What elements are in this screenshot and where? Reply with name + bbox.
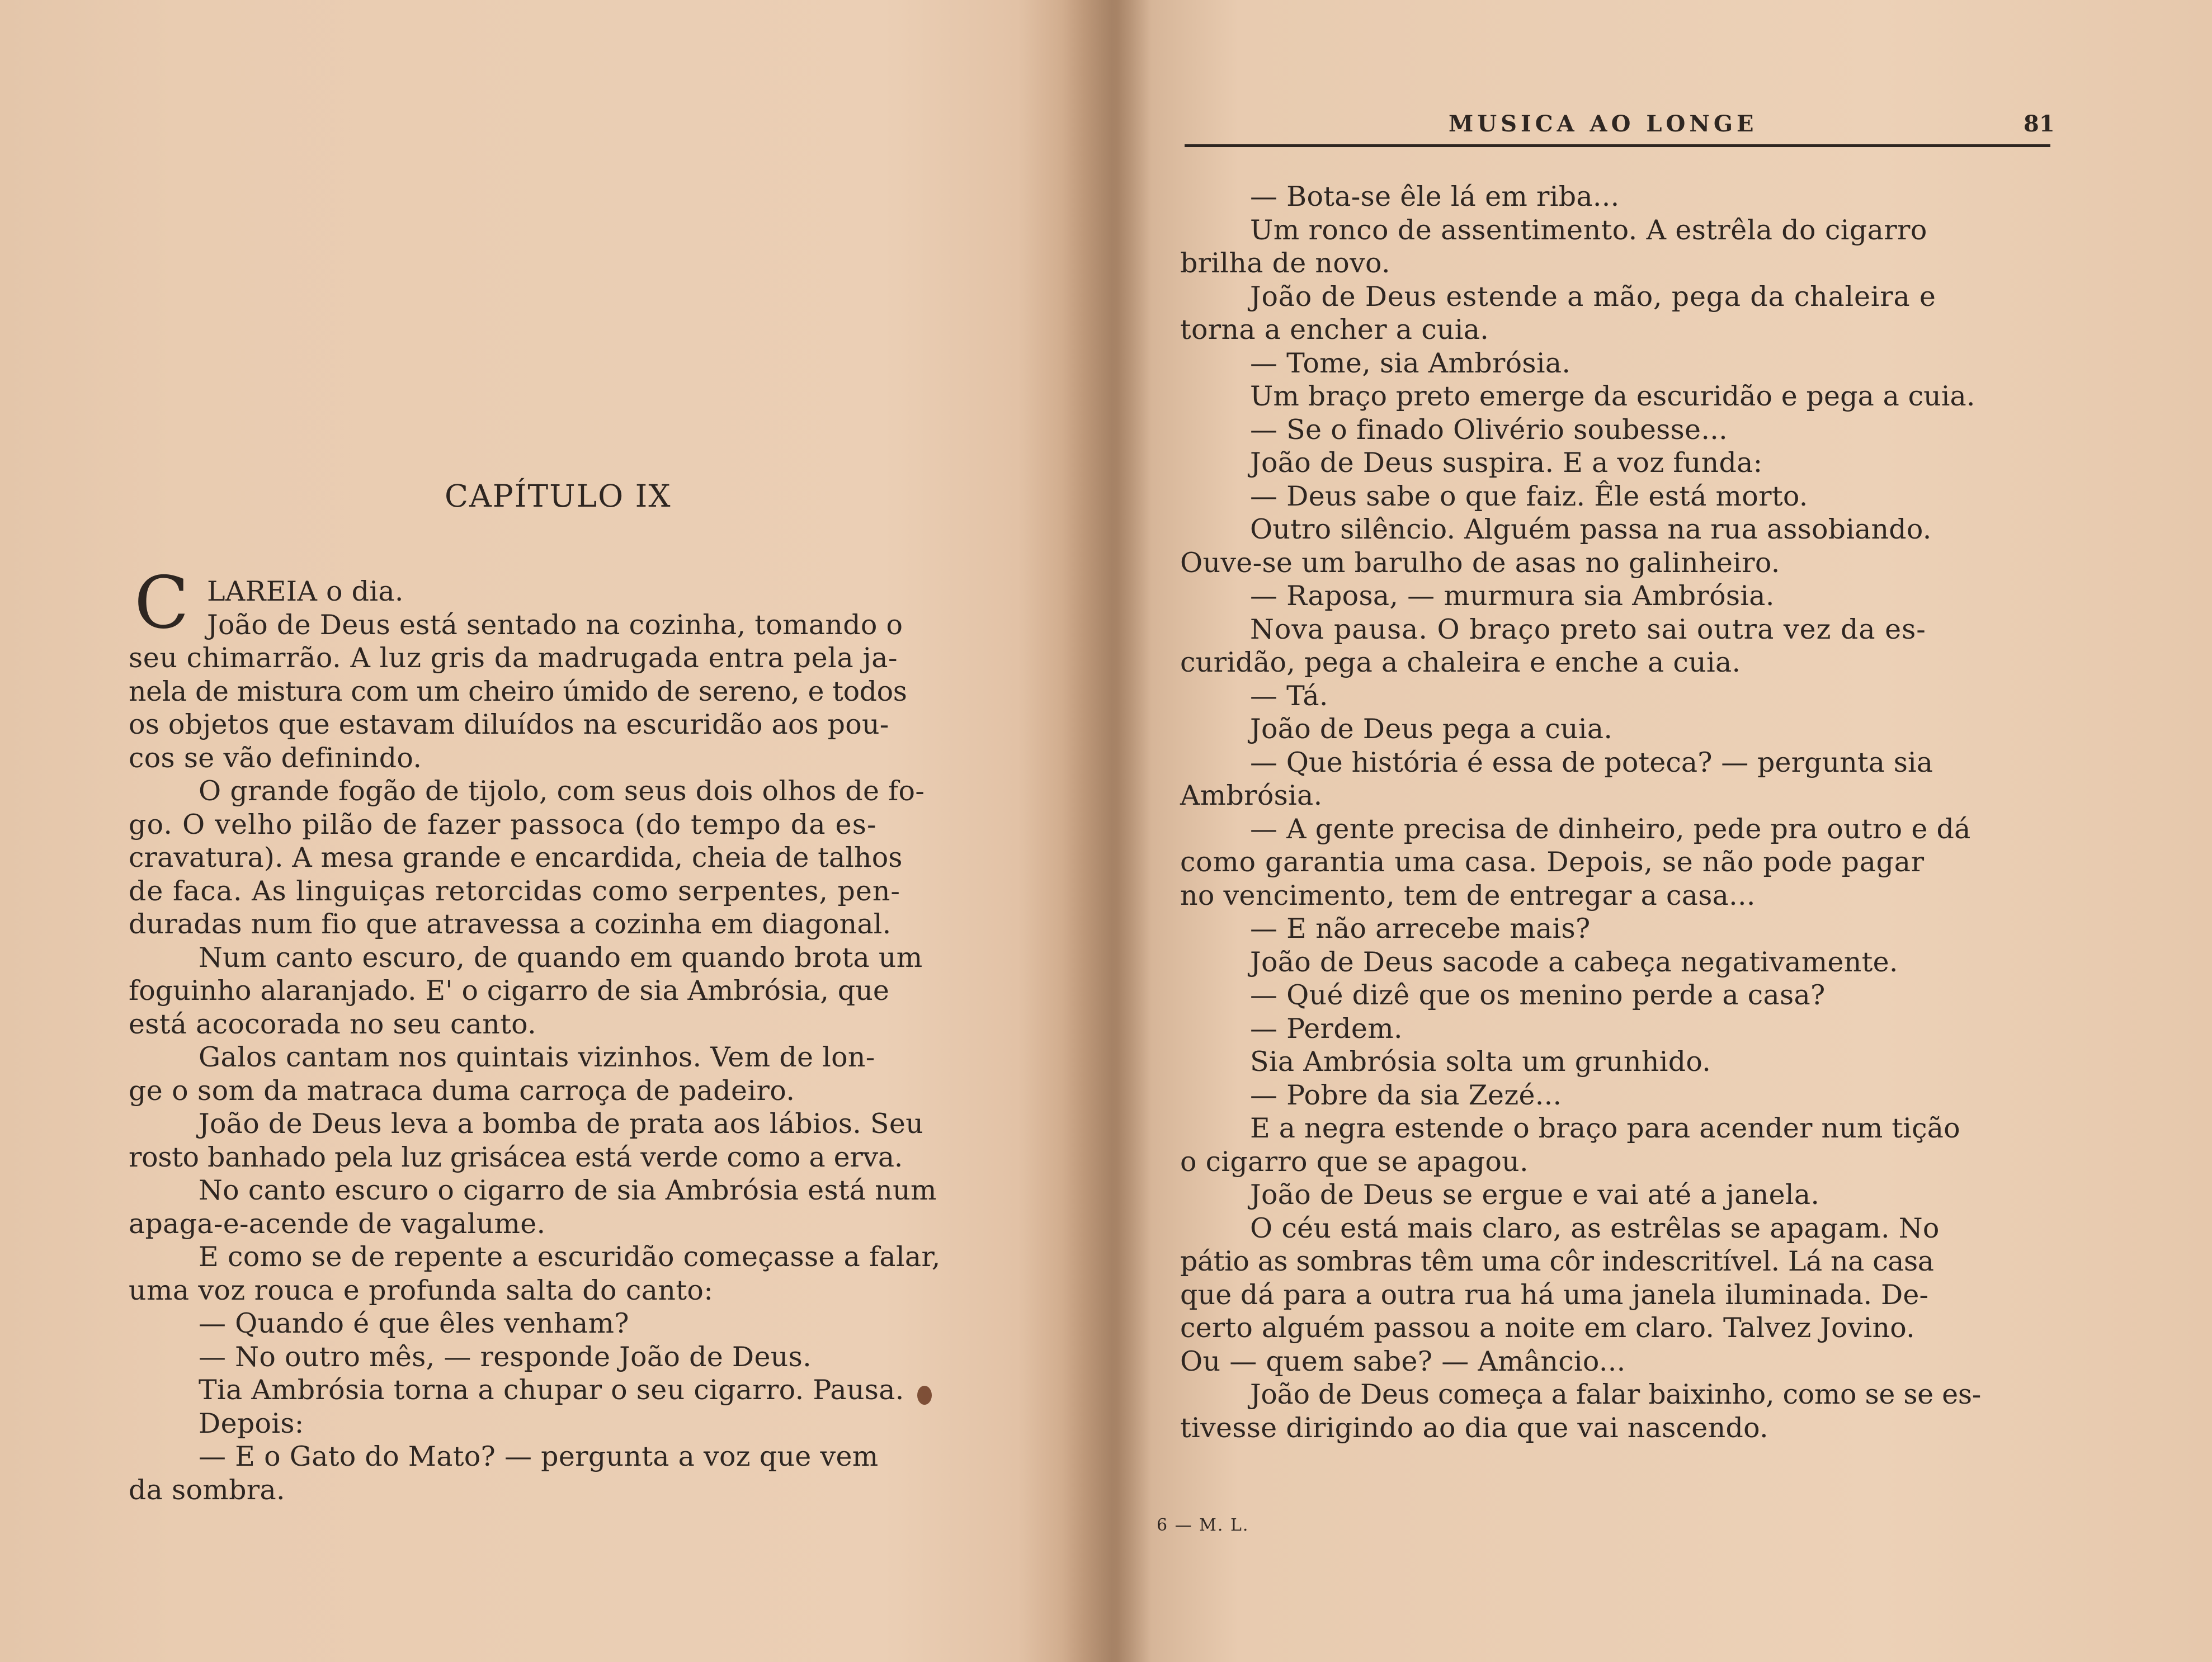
text-line: brilha de novo. xyxy=(1180,247,1390,279)
text-line: os objetos que estavam diluídos na escuridão aos pou- xyxy=(129,709,889,740)
text-line: foguinho alaranjado. E' o cigarro de sia Ambrósia, que xyxy=(129,975,889,1007)
text-line: Um ronco de assentimento. A estrêla do cigarro xyxy=(1250,214,1927,246)
text-line: — Tome, sia Ambrósia. xyxy=(1250,347,1571,379)
text-line: Um braço preto emerge da escuridão e pega a cuia. xyxy=(1250,380,1975,412)
text-line: — Pobre da sia Zezé... xyxy=(1250,1079,1562,1111)
text-line: — Bota-se êle lá em riba... xyxy=(1250,181,1620,213)
text-line: Nova pausa. O braço preto sai outra vez da es- xyxy=(1250,613,1926,645)
text-line: tivesse dirigindo ao dia que vai nascendo. xyxy=(1180,1411,1768,1444)
text-line: Depois: xyxy=(199,1407,304,1439)
text-line: João de Deus leva a bomba de prata aos lábios. Seu xyxy=(199,1108,924,1140)
text-line: de faca. As linguiças retorcidas como serpentes, pen- xyxy=(129,875,900,907)
ink-stain xyxy=(917,1386,932,1405)
text-line: torna a encher a cuia. xyxy=(1180,314,1489,346)
text-line: certo alguém passou a noite em claro. Talvez Jovino. xyxy=(1180,1312,1915,1344)
text-line: que dá para a outra rua há uma janela iluminada. De- xyxy=(1180,1278,1929,1311)
text-line: — E não arrecebe mais? xyxy=(1250,913,1591,945)
text-line: João de Deus estende a mão, pega da chaleira e xyxy=(1250,280,1936,313)
left-page xyxy=(0,0,1096,1662)
text-line: Ou — quem sabe? — Amâncio... xyxy=(1180,1345,1626,1377)
text-line: curidão, pega a chaleira e enche a cuia. xyxy=(1180,646,1741,678)
text-line: LAREIA o dia. xyxy=(207,575,404,607)
text-line: nela de mistura com um cheiro úmido de sereno, e todos xyxy=(129,675,907,707)
text-line: João de Deus começa a falar baixinho, como se se es- xyxy=(1250,1378,1981,1410)
text-line: Num canto escuro, de quando em quando brota um xyxy=(199,941,923,974)
right-page-body xyxy=(1180,180,2053,1444)
text-line: como garantia uma casa. Depois, se não pode pagar xyxy=(1180,846,1925,878)
signature-mark: 6 — M. L. xyxy=(1157,1515,1249,1535)
text-line: — Tá. xyxy=(1250,679,1328,712)
text-line: Galos cantam nos quintais vizinhos. Vem de lon- xyxy=(199,1041,875,1073)
text-line: Outro silêncio. Alguém passa na rua assobiando. xyxy=(1250,513,1932,545)
text-line: E a negra estende o braço para acender num tição xyxy=(1250,1112,1960,1144)
text-line: No canto escuro o cigarro de sia Ambrósia está num xyxy=(199,1174,937,1206)
text-line: pátio as sombras têm uma côr indescritível. Lá na casa xyxy=(1180,1245,1934,1277)
drop-cap: C xyxy=(134,561,189,645)
text-line: go. O velho pilão de fazer passoca (do tempo da es- xyxy=(129,808,877,841)
left-page-body xyxy=(129,575,1001,1507)
text-line: — A gente precisa de dinheiro, pede pra outro e dá xyxy=(1250,813,1971,845)
text-line: — Qué dizê que os menino perde a casa? xyxy=(1250,979,1826,1011)
text-line: João de Deus está sentado na cozinha, tomando o xyxy=(207,608,903,641)
text-line: E como se de repente a escuridão começasse a falar, xyxy=(199,1241,941,1273)
text-line: — Raposa, — murmura sia Ambrósia. xyxy=(1250,580,1775,612)
text-line: — E o Gato do Mato? — pergunta a voz que vem xyxy=(199,1441,879,1472)
running-head: MUSICA AO LONGE xyxy=(1449,111,1758,137)
text-line: Sia Ambrósia solta um grunhido. xyxy=(1250,1046,1711,1078)
text-line: O grande fogão de tijolo, com seus dois olhos de fo- xyxy=(199,775,925,807)
chapter-title: CAPÍTULO IX xyxy=(445,478,672,514)
text-line: está acocorada no seu canto. xyxy=(129,1008,536,1040)
text-line: seu chimarrão. A luz gris da madrugada entra pela ja- xyxy=(129,642,898,674)
header-rule xyxy=(1185,144,2050,147)
text-line: uma voz rouca e profunda salta do canto: xyxy=(129,1274,714,1306)
text-line: João de Deus se ergue e vai até a janela. xyxy=(1250,1179,1820,1211)
text-line: Ouve-se um barulho de asas no galinheiro. xyxy=(1180,546,1780,579)
text-line: — Perdem. xyxy=(1250,1012,1403,1045)
text-line: rosto banhado pela luz grisácea está verde como a erva. xyxy=(129,1141,903,1173)
text-line: — No outro mês, — responde João de Deus. xyxy=(199,1340,812,1373)
text-line: no vencimento, tem de entregar a casa... xyxy=(1180,879,1756,912)
text-line: Tia Ambrósia torna a chupar o seu cigarro. Pausa. xyxy=(199,1374,904,1406)
text-line: João de Deus suspira. E a voz funda: xyxy=(1250,447,1763,479)
text-line: — Que história é essa de poteca? — pergunta sia xyxy=(1250,746,1933,778)
text-line: — Deus sabe o que faiz. Êle está morto. xyxy=(1250,480,1808,512)
text-line: cos se vão definindo. xyxy=(129,742,422,774)
text-line: ge o som da matraca duma carroça de padeiro. xyxy=(129,1074,795,1107)
text-line: apaga-e-acende de vagalume. xyxy=(129,1207,546,1240)
text-line: O céu está mais claro, as estrêlas se apagam. No xyxy=(1250,1212,1940,1244)
page-number: 81 xyxy=(2024,111,2055,137)
text-line: cravatura). A mesa grande e encardida, cheia de talhos xyxy=(129,842,903,874)
text-line: — Se o finado Olivério soubesse... xyxy=(1250,413,1728,446)
text-line: João de Deus sacode a cabeça negativamente. xyxy=(1250,946,1898,978)
text-line: da sombra. xyxy=(129,1474,285,1506)
text-line: o cigarro que se apagou. xyxy=(1180,1145,1529,1178)
text-line: duradas num fio que atravessa a cozinha em diagonal. xyxy=(129,908,892,940)
text-line: Ambrósia. xyxy=(1180,780,1323,811)
text-line: — Quando é que êles venham? xyxy=(199,1307,629,1339)
text-line: João de Deus pega a cuia. xyxy=(1250,713,1613,745)
